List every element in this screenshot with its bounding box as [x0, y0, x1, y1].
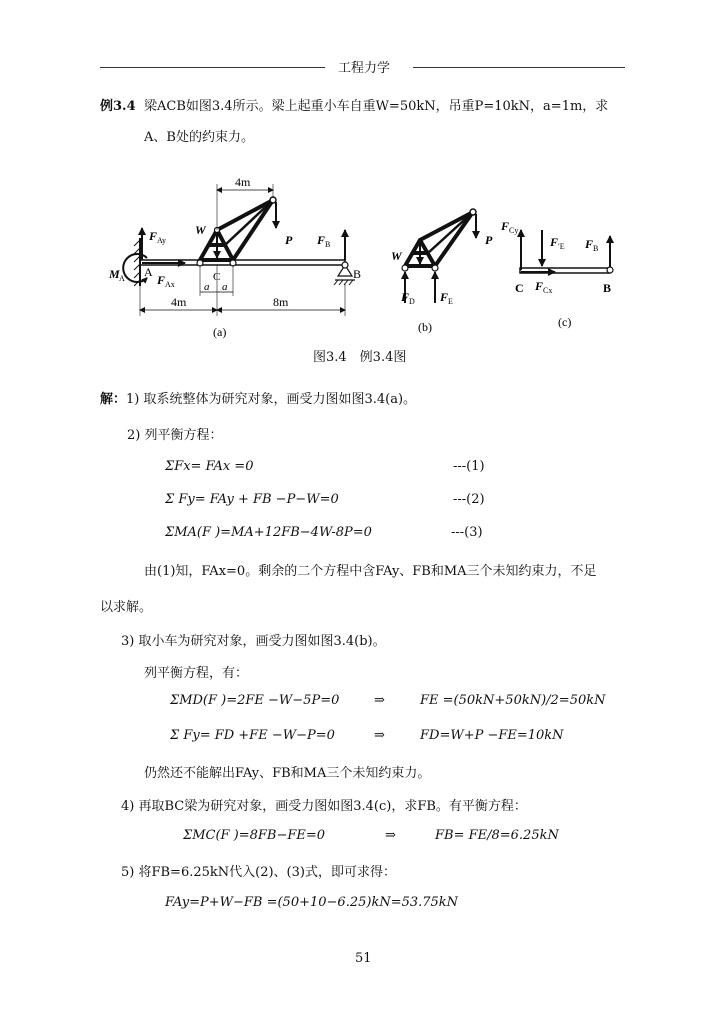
header-title: 工程力学 [338, 61, 391, 76]
equation-5: Σ Fy= FD +FE −W−P=0 [170, 728, 335, 743]
equation-3-number: ---(3) [451, 525, 483, 540]
equation-6: ΣMC(F )=8FB−FE=0 [183, 828, 326, 843]
note-1a: 由(1)知，FAx=0。剩余的二个方程中含FAy、FB和MA三个未知约束力，不足 [144, 564, 597, 579]
label-w-b: W [391, 249, 402, 263]
equation-6-result: FB= FE/8=6.25kN [435, 828, 559, 843]
label-fcy: F [501, 219, 510, 233]
equation-2-number: ---(2) [453, 492, 485, 507]
solution-lead: 解： [100, 392, 127, 407]
label-fb-c: F [585, 237, 594, 251]
solution-step-1-line [100, 388, 416, 407]
label-fe: F [440, 290, 449, 304]
label-fcy-sub: Cy [509, 226, 519, 235]
equation-1: ΣFx= FAx =0 [165, 459, 254, 474]
label-fe-sub: E [448, 297, 453, 306]
label-w: W [195, 223, 206, 237]
label-fb: F [317, 233, 326, 247]
label-fay: F [149, 229, 158, 243]
example-line-1: 梁ACB如图3.4所示。梁上起重小车自重W=50kN，吊重P=10kN，a=1m，求 [144, 99, 609, 114]
dim-top-label: 4m [235, 175, 251, 189]
figure-caption: 图3.4 例3.4图 [313, 350, 407, 365]
equation-4-arrow: ⇒ [374, 693, 385, 708]
equation-5-result: FD=W+P −FE=10kN [420, 728, 564, 743]
example-line-2: A、B处的约束力。 [144, 130, 254, 145]
label-a: A [144, 265, 153, 279]
solution-step-1: 1) 取系统整体为研究对象，画受力图如图3.4(a)。 [126, 392, 417, 407]
equation-4: ΣMD(F )=2FE −W−5P=0 [170, 693, 340, 708]
label-p: P [285, 233, 293, 247]
subcaption-a: (a) [213, 325, 227, 339]
label-fd: F [401, 290, 410, 304]
subcaption-b: (b) [418, 320, 432, 334]
figure-a [108, 175, 361, 339]
dim-right-label: 8m [273, 295, 289, 309]
label-b: B [353, 267, 362, 281]
label-c-c: C [515, 281, 524, 295]
note-1b: 以求解。 [100, 600, 153, 615]
figure-3-4 [95, 168, 655, 368]
figure-b [391, 209, 493, 334]
dim-a2-label: a [222, 281, 228, 293]
solution-step-3b: 列平衡方程，有： [144, 666, 249, 681]
label-ma-sub: A [119, 274, 125, 283]
label-ma: M [109, 267, 120, 281]
page-number: 51 [355, 951, 372, 966]
label-fax: F [157, 273, 166, 287]
label-fe-prime-sub: ′E [558, 242, 565, 251]
solution-step-5: 5) 将FB=6.25kN代入(2)、(3)式，即可求得： [121, 865, 396, 880]
equation-4-result: FE =(50kN+50kN)/2=50kN [420, 693, 606, 708]
label-fay-sub: Ay [157, 236, 167, 245]
label-fd-sub: D [409, 297, 415, 306]
equation-3: ΣMA(F )=MA+12FB−4W-8P=0 [165, 525, 372, 540]
equation-7: FAy=P+W−FB =(50+10−6.25)kN=53.75kN [165, 895, 459, 910]
equation-2: Σ Fy= FAy + FB −P−W=0 [165, 492, 339, 507]
note-2: 仍然还不能解出FAy、FB和MA三个未知约束力。 [144, 766, 431, 781]
subcaption-c: (c) [558, 315, 572, 329]
solution-step-2: 2) 列平衡方程： [127, 428, 223, 443]
figure-c [500, 219, 613, 329]
label-fax-sub: Ax [165, 280, 175, 289]
solution-step-3: 3) 取小车为研究对象，画受力图如图3.4(b)。 [121, 634, 386, 649]
header-rule-left [100, 67, 325, 68]
label-c: C [213, 271, 221, 283]
label-fb-sub: B [325, 240, 331, 249]
label-fb-c-sub: B [593, 244, 599, 253]
label-p-b: P [485, 233, 493, 247]
dim-left-label: 4m [171, 295, 187, 309]
label-b-c: B [603, 281, 612, 295]
equation-5-arrow: ⇒ [374, 728, 385, 743]
label-fe-prime: F [550, 235, 559, 249]
label-fcx-sub: Cx [543, 286, 553, 295]
header-rule-right [413, 67, 625, 68]
label-fcx: F [535, 279, 544, 293]
example-label: 例3.4 [100, 99, 136, 114]
solution-step-4: 4) 再取BC梁为研究对象，画受力图如图3.4(c)，求FB。有平衡方程： [121, 799, 527, 814]
equation-1-number: ---(1) [453, 459, 485, 474]
dim-a1-label: a [204, 281, 210, 293]
equation-6-arrow: ⇒ [385, 828, 396, 843]
